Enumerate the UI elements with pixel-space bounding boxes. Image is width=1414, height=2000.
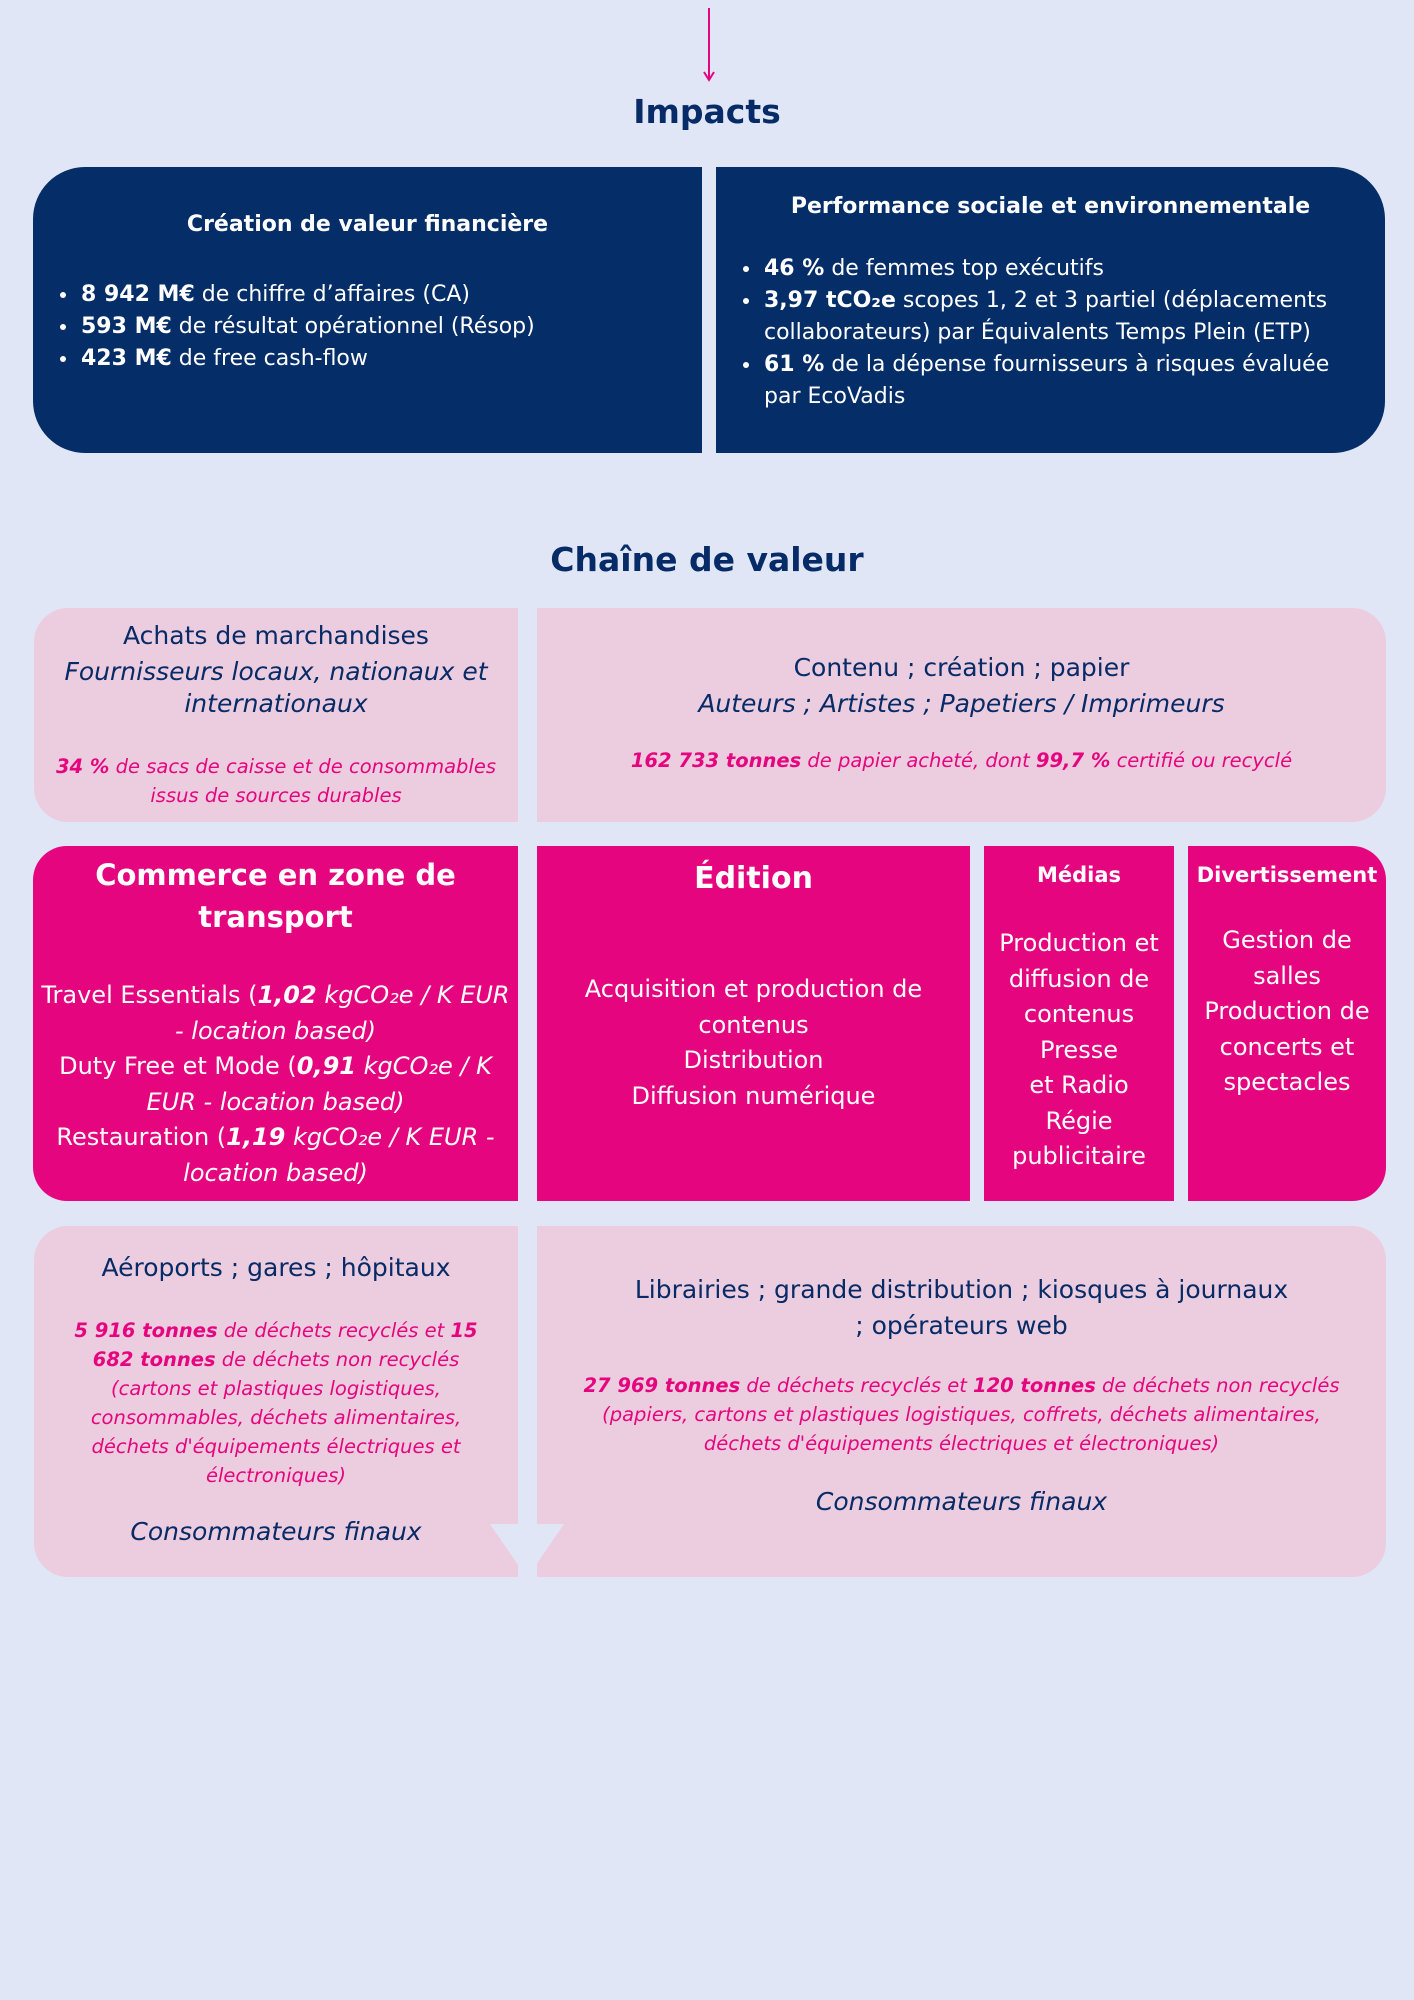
- down-arrow-icon: [695, 8, 723, 84]
- medias-line: Production et diffusion de contenus: [999, 929, 1159, 1028]
- divertissement-line: Gestion de salles: [1222, 926, 1352, 990]
- commerce-lines: [39, 978, 512, 1191]
- downstream-retail-metric: 27 969 tonnes de déchets recyclés et 120 tonnes de déchets non recyclés (papiers, cartons et plastiques logistiques, coffrets, déchets alimentaires, déchets d'équipements électriques et électroniques): [583, 1374, 1340, 1455]
- flow-arrow-icon: [490, 1522, 564, 1580]
- downstream-retail-footer: Consommateurs finaux: [815, 1487, 1108, 1516]
- medias-title: Médias: [1036, 863, 1122, 887]
- edition-line: Diffusion numérique: [631, 1081, 876, 1110]
- activity-edition: [537, 846, 970, 1201]
- activity-divertissement: [1188, 846, 1386, 1201]
- impacts-divider: [702, 167, 716, 453]
- medias-lines: [990, 926, 1168, 1175]
- supplier-goods-title: Achats de marchandises: [123, 621, 429, 650]
- downstream-panel-retail: [537, 1226, 1386, 1577]
- activity-commerce: [33, 846, 518, 1201]
- supplier-panel-goods: [34, 608, 518, 822]
- commerce-line: Duty Free et Mode (0,91 kgCO₂e / K EUR - location based): [59, 1052, 492, 1116]
- social-item: • 61 % de la dépense fournisseurs à risques évaluée par EcoVadis: [762, 349, 1365, 413]
- financial-item: • 593 M€ de résultat opérationnel (Résop): [79, 311, 702, 343]
- supplier-goods-metric: 34 % de sacs de caisse et de consommables issus de sources durables: [55, 755, 496, 807]
- downstream-transport-footer: Consommateurs finaux: [130, 1517, 422, 1546]
- financial-heading: Création de valeur financière: [186, 212, 549, 237]
- downstream-transport-metric: 5 916 tonnes de déchets recyclés et 15 682 tonnes de déchets non recyclés (cartons et plastiques logistiques, consommables, déchets alimentaires, déchets d'équipements électriques et électroniques): [74, 1319, 478, 1487]
- financial-item: • 8 942 M€ de chiffre d’affaires (CA): [79, 279, 702, 311]
- supplier-goods-subtitle: Fournisseurs locaux, nationaux et internationaux: [64, 657, 488, 718]
- social-item: • 3,97 tCO₂e scopes 1, 2 et 3 partiel (déplacements collaborateurs) par Équivalents Temps Plein (ETP): [762, 285, 1365, 349]
- edition-title: Édition: [694, 861, 813, 896]
- supplier-content-subtitle: Auteurs ; Artistes ; Papetiers / Imprimeurs: [698, 689, 1225, 718]
- medias-line: Régie publicitaire: [1012, 1106, 1146, 1170]
- edition-line: Acquisition et production de contenus: [584, 975, 923, 1039]
- social-performance-box: [716, 194, 1385, 413]
- divertissement-line: Production de concerts et spectacles: [1204, 997, 1370, 1096]
- financial-value-box: [33, 212, 702, 375]
- impacts-title: Impacts: [633, 92, 781, 131]
- financial-item: • 423 M€ de free cash-flow: [79, 343, 702, 375]
- edition-lines: [567, 972, 940, 1114]
- supplier-content-metric: 162 733 tonnes de papier acheté, dont 99,7 % certifié ou recyclé: [630, 749, 1293, 772]
- social-item: • 46 % de femmes top exécutifs: [762, 253, 1365, 285]
- medias-line: et Radio: [1029, 1071, 1129, 1099]
- financial-list: [33, 279, 702, 375]
- divertissement-lines: [1200, 923, 1374, 1101]
- supplier-content-title: Contenu ; création ; papier: [793, 653, 1130, 682]
- divertissement-title: Divertissement: [1196, 863, 1378, 887]
- commerce-line: Travel Essentials (1,02 kgCO₂e / K EUR - location based): [41, 981, 510, 1045]
- medias-line: Presse: [1040, 1035, 1118, 1064]
- activity-medias: [984, 846, 1174, 1201]
- social-list: [716, 253, 1385, 413]
- downstream-retail-title: Librairies ; grande distribution ; kiosques à journaux ; opérateurs web: [634, 1275, 1289, 1340]
- social-heading: Performance sociale et environnementale: [790, 194, 1311, 219]
- commerce-title: Commerce en zone de transport: [95, 858, 456, 934]
- downstream-panel-transport: [34, 1226, 518, 1577]
- value-chain-title: Chaîne de valeur: [550, 540, 864, 579]
- edition-line: Distribution: [683, 1046, 824, 1074]
- downstream-transport-title: Aéroports ; gares ; hôpitaux: [101, 1253, 451, 1282]
- supplier-panel-content: [537, 608, 1386, 822]
- commerce-line: Restauration (1,19 kgCO₂e / K EUR - location based): [56, 1123, 495, 1187]
